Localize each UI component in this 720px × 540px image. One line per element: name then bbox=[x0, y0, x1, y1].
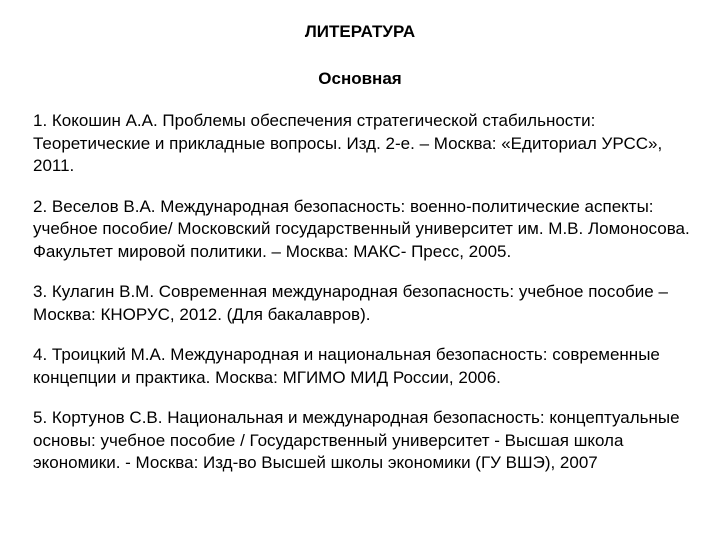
reference-item: 5. Кортунов С.В. Национальная и международная безопасность: концептуальные основы: учебное пособие / Государственный университет - Высшая школа экономики. - Москва: Изд-во Высшей школы экономики (ГУ ВШЭ), 2007 bbox=[33, 408, 680, 472]
page-title: ЛИТЕРАТУРА bbox=[304, 22, 416, 41]
reference-list bbox=[33, 110, 693, 493]
reference-item: 3. Кулагин В.М. Современная международная безопасность: учебное пособие – Москва: КНОРУС, 2012. (Для бакалавров). bbox=[33, 282, 668, 324]
reference-item: 1. Кокошин А.А. Проблемы обеспечения стратегической стабильности: Теоретические и прикладные вопросы. Изд. 2-е. – Москва: «Едиториал УРСС», 2011. bbox=[33, 111, 663, 175]
section-subtitle: Основная bbox=[318, 69, 402, 88]
reference-item: 4. Троицкий М.А. Международная и национальная безопасность: современные концепции и практика. Москва: МГИМО МИД России, 2006. bbox=[33, 345, 660, 387]
reference-item: 2. Веселов В.А. Международная безопасность: военно-политические аспекты: учебное пособие/ Московский государственный университет им. М.В. Ломоносова. Факультет мировой политики. – Москва: МАКС- Пресс, 2005. bbox=[33, 196, 690, 261]
